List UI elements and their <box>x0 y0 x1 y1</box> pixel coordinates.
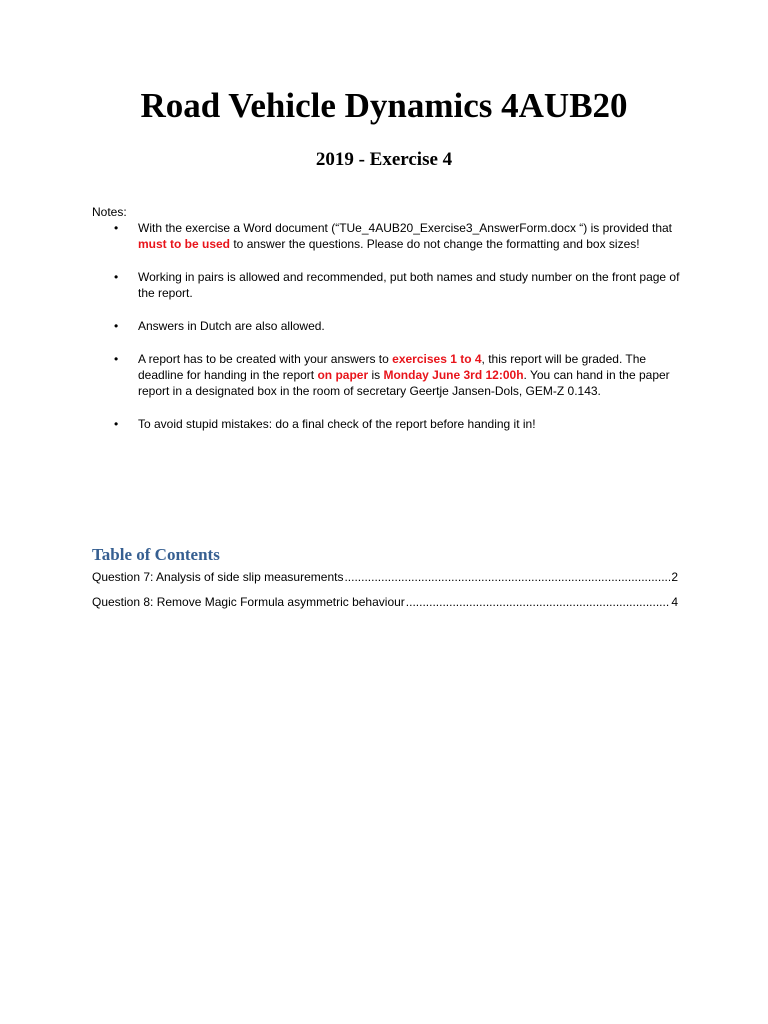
note-item <box>92 351 682 400</box>
toc-leader-dots <box>344 569 670 585</box>
bullet-icon: • <box>114 351 119 366</box>
note-emphasis: exercises 1 to 4 <box>392 351 482 366</box>
bullet-icon: • <box>114 269 119 284</box>
notes-list <box>92 220 682 448</box>
document-subtitle: 2019 - Exercise 4 <box>315 149 453 170</box>
notes-label: Notes: <box>92 205 127 219</box>
note-item <box>92 220 682 252</box>
note-text: To avoid stupid mistakes: do a final check of the report before handing it in! <box>138 416 536 431</box>
toc-page-number: 4 <box>671 595 678 609</box>
bullet-icon: • <box>114 416 119 431</box>
toc-entry-label: Question 8: Remove Magic Formula asymmetric behaviour <box>92 595 405 609</box>
note-emphasis: must to be used <box>138 237 231 252</box>
note-text: A report has to be created with your answers to exercises 1 to 4, this report will be graded. The deadline for handing in the report on paper is Monday June 3rd 12:00h. You can hand in the paper report in a designated box in the room of secretary Geertje Jansen-Dols, GEM-Z 0.143. <box>138 351 670 398</box>
note-item <box>92 269 682 301</box>
note-emphasis: Monday June 3rd 12:00h <box>383 367 524 382</box>
note-item <box>92 416 682 432</box>
toc-entry-question-7[interactable] <box>92 569 678 585</box>
note-text: Answers in Dutch are also allowed. <box>138 318 325 333</box>
bullet-icon: • <box>114 318 119 333</box>
document-title: Road Vehicle Dynamics 4AUB20 <box>140 86 628 125</box>
note-text: Working in pairs is allowed and recommended, put both names and study number on the front page of the report. <box>138 269 680 301</box>
bullet-icon: • <box>114 221 119 235</box>
toc-page-number: 2 <box>671 570 678 584</box>
toc-entry-label: Question 7: Analysis of side slip measurements <box>92 570 344 584</box>
toc-leader-dots <box>406 594 671 610</box>
toc-entry-question-8[interactable] <box>92 594 678 610</box>
note-emphasis: on paper <box>317 367 369 382</box>
toc-heading: Table of Contents <box>92 545 220 564</box>
note-item <box>92 318 682 334</box>
note-text: With the exercise a Word document (“TUe_4AUB20_Exercise3_AnswerForm.docx “) is provided that must to be used to answer the questions. Please do not change the formatting and box sizes! <box>138 221 672 252</box>
